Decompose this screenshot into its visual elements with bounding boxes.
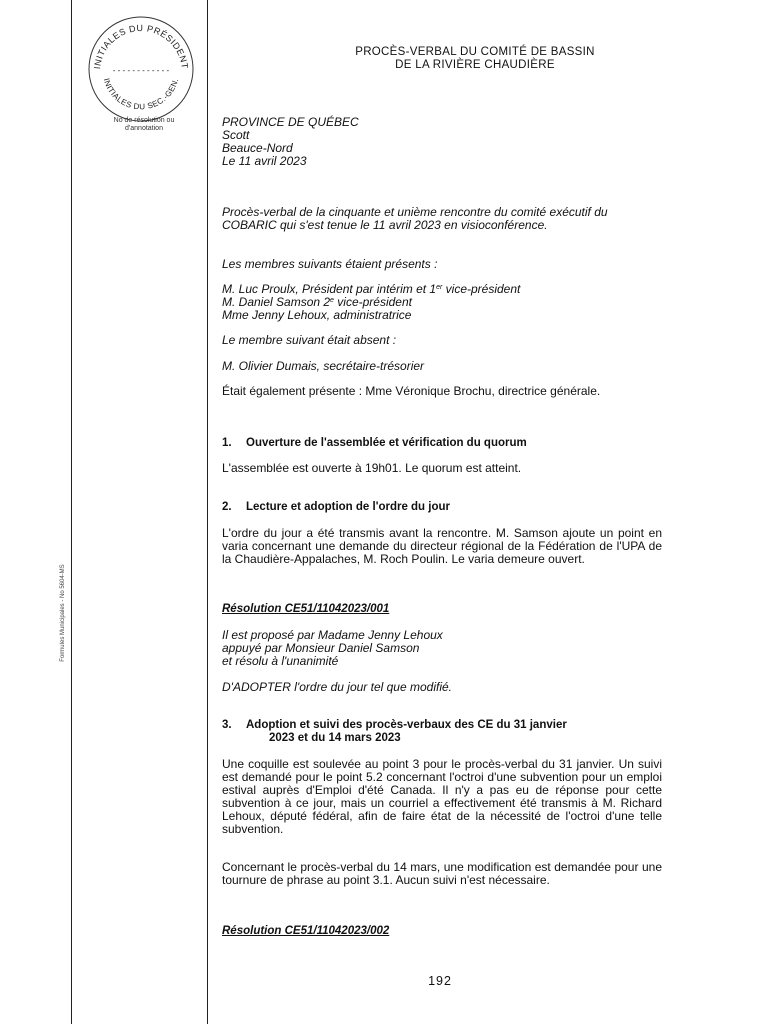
- section-2-title: Lecture et adoption de l'ordre du jour: [246, 501, 450, 513]
- resolution-1-title: Résolution CE51/11042023/001: [222, 603, 390, 615]
- attendee-3: Mme Jenny Lehoux, administratrice: [222, 308, 412, 322]
- section-2-heading: [222, 501, 662, 514]
- initials-seal-graphic: [86, 14, 196, 124]
- attendee-1: M. Luc Proulx, Président par intérim et 1er vice-président: [222, 282, 521, 296]
- page-number: 192: [428, 974, 452, 988]
- attendee-list: [222, 283, 662, 322]
- section-1-heading: [222, 437, 662, 450]
- resolution-annotation-label: No de résolution ou d'annotation: [113, 117, 175, 132]
- meeting-date: Le 11 avril 2023: [222, 154, 307, 168]
- section-1-title: Ouverture de l'assemblée et vérification du quorum: [246, 437, 527, 449]
- resolution-1-decision: D'ADOPTER l'ordre du jour tel que modifié.: [222, 680, 453, 694]
- section-1-number: 1.: [222, 437, 232, 449]
- form-reference-text: Formules Municipales - No 5604-MS: [60, 564, 66, 662]
- intro-paragraph: Procès-verbal de la cinquante et unième rencontre du comité exécutif du COBARIC qui s'est tenue le 11 avril 2023 en visioconférence.: [222, 205, 608, 232]
- region: Beauce-Nord: [222, 141, 293, 155]
- section-1-body: L'assemblée est ouverte à 19h01. Le quorum est atteint.: [222, 461, 522, 475]
- seal-bottom-text: INITIALES DU SEC.-GEN.: [101, 77, 181, 112]
- section-3-number: 3.: [222, 719, 232, 731]
- resolution-1-proposer: Il est proposé par Madame Jenny Lehoux: [222, 628, 443, 642]
- section-3-title-line1: Adoption et suivi des procès-verbaux des CE du 31 janvier: [246, 719, 567, 731]
- document-title: [330, 46, 620, 72]
- resolution-1-motion: [222, 629, 662, 668]
- present-heading: Les membres suivants étaient présents :: [222, 257, 438, 271]
- city: Scott: [222, 128, 250, 142]
- document-title-line1: PROCÈS-VERBAL DU COMITÉ DE BASSIN: [355, 46, 595, 58]
- resolution-1-vote: et résolu à l'unanimité: [222, 654, 339, 668]
- form-reference-vertical: [58, 560, 68, 670]
- section-3-title-line2: 2023 et du 14 mars 2023: [269, 732, 401, 744]
- absent-heading: Le membre suivant était absent :: [222, 333, 397, 347]
- also-present: Était également présente : Mme Véronique Brochu, directrice générale.: [222, 384, 601, 398]
- absent-member: M. Olivier Dumais, secrétaire-trésorier: [222, 359, 425, 373]
- document-title-line2: DE LA RIVIÈRE CHAUDIÈRE: [395, 59, 555, 71]
- resolution-1-seconder: appuyé par Monsieur Daniel Samson: [222, 641, 420, 655]
- inner-margin-rule: [207, 0, 208, 1024]
- section-2-number: 2.: [222, 501, 232, 513]
- attendee-2: M. Daniel Samson 2e vice-président: [222, 295, 412, 309]
- section-3-body-1: Une coquille est soulevée au point 3 pour le procès-verbal du 31 janvier. Un suivi est demandé pour le point 5.2 concernant l'octroi d'une subvention pour un emploi estival auprès d'Emploi d'été Canada. Il n'y a pas eu de réponse pour cette subvention à ce jour, mais un courriel a effectivement été transmis à M. Richard Lehoux, député fédéral, afin de faire état de la nécessité de l'octroi d'une telle subvention.: [222, 757, 662, 836]
- resolution-2-title: Résolution CE51/11042023/002: [222, 925, 390, 937]
- seal-dashes: - - - - - - - - - - - -: [112, 66, 170, 75]
- initials-seal: [86, 14, 196, 124]
- province: PROVINCE DE QUÉBEC: [222, 115, 359, 129]
- section-3-body-2: Concernant le procès-verbal du 14 mars, une modification est demandée pour une tournure de phrase au point 3.1. Aucun suivi n'est nécessaire.: [222, 860, 662, 887]
- seal-top-text: INITIALES DU PRÉSIDENT: [92, 22, 190, 70]
- section-3-heading: [222, 719, 662, 745]
- svg-text:INITIALES DU SEC.-GEN.: [102, 77, 180, 111]
- outer-margin-rule: [71, 0, 72, 1024]
- section-2-body: L'ordre du jour a été transmis avant la rencontre. M. Samson ajoute un point en varia concernant une demande du directeur régional de la Fédération de l'UPA de la Chaudière-Appalaches, M. Roch Poulin. Le varia demeure ouvert.: [222, 526, 662, 566]
- location-block: [222, 116, 662, 168]
